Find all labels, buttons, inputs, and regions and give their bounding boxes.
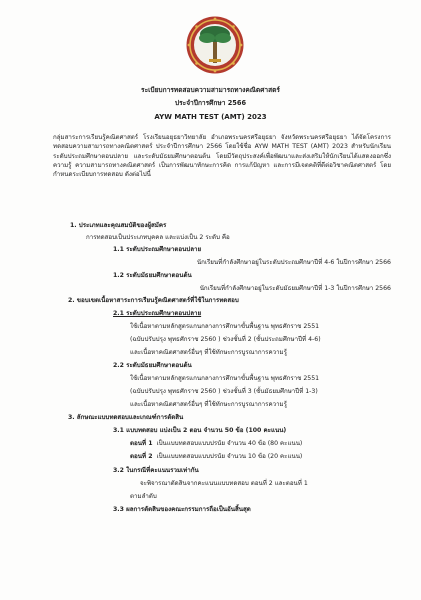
section-2-1-heading: 2.1 ระดับประถมศึกษาตอนปลาย [113, 310, 202, 317]
part-1-label: ตอนที่ 1 [130, 440, 153, 447]
part-1-text: เป็นแบบทดสอบแบบปรนัย จำนวน 40 ข้อ (80 คะแนน) [156, 440, 303, 447]
section-2-1-line-2: (ฉบับปรับปรุง พุทธศักราช 2560 ) ช่วงชั้นที่ 2 (ชั้นประถมศึกษาปีที่ 4-6) [130, 336, 321, 343]
section-2-2-line-2: (ฉบับปรับปรุง พุทธศักราช 2560 ) ช่วงชั้นที่ 3 (ชั้นมัธยมศึกษาปีที่ 1-3) [130, 388, 318, 395]
part-1-row [130, 439, 302, 448]
section-3-2-line-2: ตามลำดับ [130, 493, 157, 500]
section-3-heading: 3. ลักษณะแบบทดสอบและเกณฑ์การตัดสิน [68, 414, 184, 421]
section-2-2-heading: 2.2 ระดับมัธยมศึกษาตอนต้น [113, 362, 192, 369]
section-1-desc: การทดสอบเป็นประเภทบุคคล และแบ่งเป็น 2 ระดับ คือ [86, 234, 230, 241]
section-1-1-heading: 1.1 ระดับประถมศึกษาตอนปลาย [113, 246, 202, 253]
academic-year: ประจำปีการศึกษา 2566 [174, 99, 247, 107]
part-2-label: ตอนที่ 2 [130, 453, 153, 460]
section-1-1-desc: นักเรียนที่กำลังศึกษาอยู่ในระดับประถมศึกษาปีที่ 4-6 ในปีการศึกษา 2566 [196, 259, 391, 266]
section-2-2-line-3: และเนื้อหาคณิตศาสตร์อื่นๆ ที่ใช้ทักษะการบูรณาการความรู้ [130, 401, 287, 408]
section-1-2-heading: 1.2 ระดับมัธยมศึกษาตอนต้น [113, 272, 192, 279]
section-2-1-line-1: ใช้เนื้อหาตามหลักสูตรแกนกลางการศึกษาขั้นพื้นฐาน พุทธศักราช 2551 [130, 323, 320, 330]
section-2-heading: 2. ขอบเขตเนื้อหาสาระการเรียนรู้คณิตศาสตร์ที่ใช้ในการทดสอบ [68, 297, 239, 304]
section-1-heading: 1. ประเภทและคุณสมบัติของผู้สมัคร [70, 222, 167, 229]
section-3-3-heading: 3.3 ผลการตัดสินของคณะกรรมการถือเป็นอันสิ้นสุด [113, 506, 251, 513]
section-1-2-desc: นักเรียนที่กำลังศึกษาอยู่ในระดับมัธยมศึกษาปีที่ 1-3 ในปีการศึกษา 2566 [199, 285, 391, 292]
section-3-2-heading: 3.2 ในกรณีที่คะแนนรวมเท่ากัน [113, 467, 199, 474]
school-seal-icon [185, 15, 245, 75]
section-2-2-line-1: ใช้เนื้อหาตามหลักสูตรแกนกลางการศึกษาขั้นพื้นฐาน พุทธศักราช 2551 [130, 375, 320, 382]
intro-paragraph: กลุ่มสาระการเรียนรู้คณิตศาสตร์ โรงเรียนอยุธยาวิทยาลัย อำเภอพระนครศรีอยุธยา จังหวัดพระนครศรีอยุธยา ได้จัดโครงการทดสอบความสามารถทางคณิตศาสตร์ ประจำปีการศึกษา 2566 โดยใช้ชื่อ AYW MATH TEST (AMT) 2023 สำหรับนักเรียนระดับประถมศึกษาตอนปลาย และระดับมัธยมศึกษาตอนต้น โดยมีวัตถุประสงค์เพื่อพัฒนาและส่งเสริมให้นักเรียนได้แสดงออกซึ่งความรู้ ความสามารถทางคณิตศาสตร์ เป็นการพัฒนาทักษะการคิด การแก้ปัญหา และการมีเจตคติที่ดีต่อวิชาคณิตศาสตร์ โดยกำหนดระเบียบการทดสอบ ดังต่อไปนี้ [53, 134, 391, 179]
test-name: AYW MATH TEST (AMT) 2023 [154, 113, 267, 121]
section-3-1-heading: 3.1 แบบทดสอบ แบ่งเป็น 2 ตอน จำนวน 50 ข้อ (100 คะแนน) [113, 427, 287, 434]
section-2-1-line-3: และเนื้อหาคณิตศาสตร์อื่นๆ ที่ใช้ทักษะการบูรณาการความรู้ [130, 349, 287, 356]
part-2-row [130, 452, 302, 461]
document-title: ระเบียบการทดสอบความสามารถทางคณิตศาสตร์ [141, 86, 280, 94]
part-2-text: เป็นแบบทดสอบแบบปรนัย จำนวน 10 ข้อ (20 คะแนน) [156, 453, 303, 460]
section-3-2-line-1: จะพิจารณาตัดสินจากคะแนนแบบทดสอบ ตอนที่ 2 และตอนที่ 1 [140, 480, 308, 487]
